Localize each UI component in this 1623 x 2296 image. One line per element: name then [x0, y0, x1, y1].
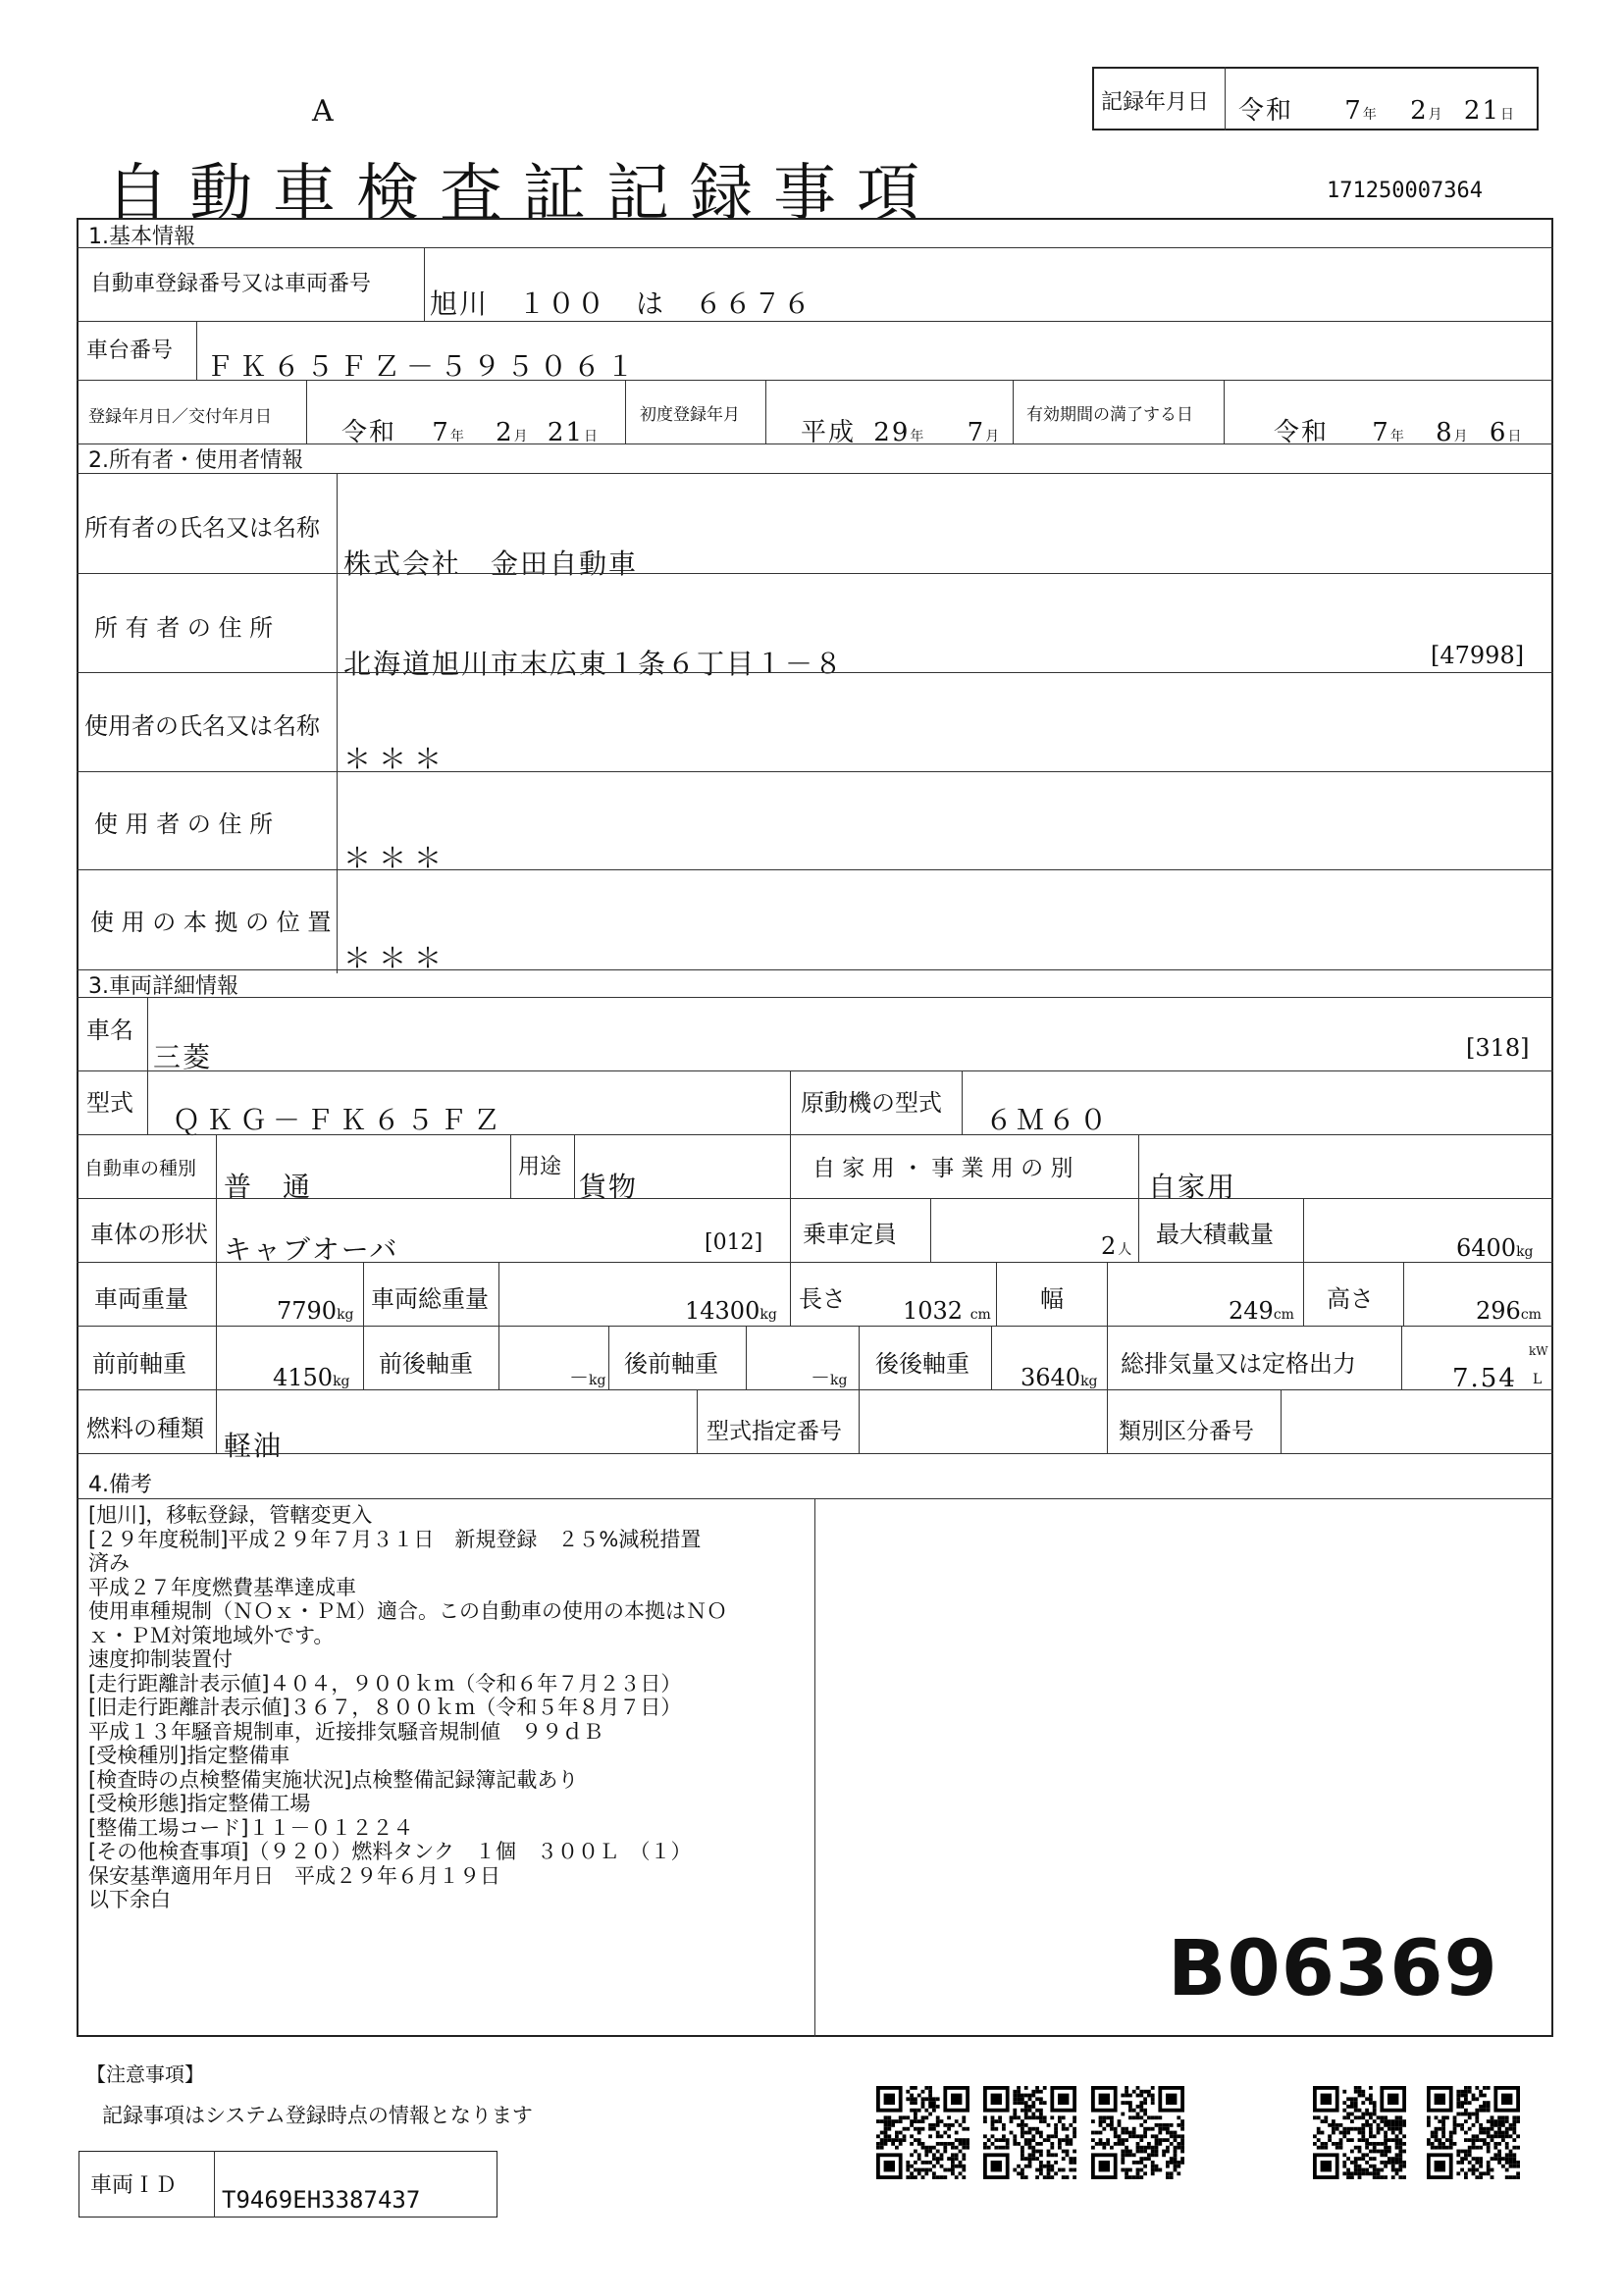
- document-title: 自動車検査証記録事項: [106, 158, 940, 231]
- fuel-label: 燃料の種類: [86, 1415, 204, 1442]
- rf-axle-label: 後前軸重: [624, 1350, 718, 1378]
- private-value: 自家用: [1148, 1171, 1237, 1203]
- height-value: 296cm: [1476, 1297, 1542, 1325]
- qr-code-3: [1091, 2086, 1184, 2179]
- gross-weight-value: 14300kg: [685, 1297, 777, 1325]
- engine-label: 原動機の型式: [801, 1089, 942, 1117]
- remarks-line: [旧走行距離計表示値]３６７，８００ｋｍ（令和５年８月７日）: [88, 1696, 682, 1719]
- unit-kw: kW: [1529, 1344, 1548, 1358]
- owner-name-label: 所有者の氏名又は名称: [84, 514, 320, 542]
- reg-no-label: 自動車登録番号又は車両番号: [90, 272, 372, 296]
- user-address-value: ＊＊＊: [343, 842, 450, 874]
- fr-axle-label: 前後軸重: [379, 1350, 473, 1378]
- qr-code-2: [983, 2086, 1076, 2179]
- user-address-label: 使 用 者 の 住 所: [94, 810, 274, 838]
- remarks-line: [走行距離計表示値]４０４，９００ｋｍ（令和６年７月２３日）: [88, 1671, 682, 1696]
- record-date-label: 記録年月日: [1101, 90, 1210, 115]
- engine-value: ６Ｍ６０: [985, 1104, 1112, 1136]
- remarks-line: [検査時の点検整備実施状況]点検整備記録簿記載あり: [88, 1767, 579, 1792]
- section-basic-title: 1.基本情報: [88, 225, 195, 249]
- owner-address-label: 所 有 者 の 住 所: [94, 614, 274, 642]
- displacement-value: 7.54: [1452, 1364, 1517, 1393]
- model-value: ＱＫＧ－ＦＫ６５ＦＺ: [173, 1104, 507, 1136]
- document-number: 171250007364: [1327, 179, 1483, 203]
- kind-label: 自動車の種別: [84, 1158, 197, 1179]
- remarks-line: [２９年度税制]平成２９年７月３１日 新規登録 ２５%減税措置: [88, 1527, 702, 1551]
- body-code: [012]: [705, 1230, 763, 1255]
- user-name-label: 使用者の氏名又は名称: [84, 712, 320, 740]
- remarks-line: 以下余白: [88, 1888, 171, 1911]
- category-label: 類別区分番号: [1119, 1419, 1254, 1444]
- use-label: 用途: [518, 1155, 562, 1179]
- record-date: 令和 7年 2月 21日: [1238, 96, 1514, 126]
- ff-axle-label: 前前軸重: [92, 1350, 186, 1378]
- expiry-label: 有効期間の満了する日: [1026, 405, 1193, 425]
- reg-date-label: 登録年月日／交付年月日: [88, 407, 272, 427]
- section-remarks-title: 4.備考: [88, 1473, 152, 1497]
- first-reg-value: 平成 29年 7月: [801, 418, 1000, 447]
- max-load-label: 最大積載量: [1156, 1221, 1274, 1248]
- owner-address-code: [47998]: [1431, 642, 1525, 669]
- vehicle-name-label: 車名: [86, 1017, 133, 1044]
- first-reg-label: 初度登録年月: [640, 405, 740, 425]
- rr-axle-value: 3640kg: [1021, 1364, 1098, 1391]
- section-owner-title: 2.所有者・使用者情報: [88, 448, 303, 473]
- capacity-label: 乗車定員: [803, 1221, 897, 1248]
- use-value: 貨物: [579, 1171, 639, 1203]
- remarks-line: [受検種別]指定整備車: [88, 1744, 290, 1767]
- qr-code-5: [1427, 2086, 1520, 2179]
- body-label: 車体の形状: [90, 1221, 208, 1248]
- ff-axle-value: 4150kg: [273, 1364, 350, 1391]
- remarks-line: 速度抑制装置付: [88, 1647, 233, 1671]
- kind-value: 普 通: [224, 1171, 313, 1203]
- remarks-line: 保安基準適用年月日 平成２９年６月１９日: [88, 1863, 500, 1888]
- vehicle-id-value: T9469EH3387437: [222, 2186, 421, 2214]
- gross-weight-label: 車両総重量: [371, 1285, 489, 1313]
- base-location-label: 使 用 の 本 拠 の 位 置: [90, 909, 332, 936]
- base-location-value: ＊＊＊: [343, 942, 450, 974]
- body-value: キャブオーバ: [224, 1233, 399, 1266]
- remarks-line: [旭川]，移転登録，管轄変更入: [88, 1503, 373, 1527]
- length-value: 1032 cm: [903, 1297, 991, 1325]
- qr-code-1: [876, 2086, 969, 2179]
- rr-axle-label: 後後軸重: [875, 1350, 969, 1378]
- reg-no-value: 旭川 １００ は ６６７６: [430, 287, 813, 320]
- remarks-line: 使用車種規制（ＮＯｘ・ＰＭ）適合。この自動車の使用の本拠はＮＯ: [88, 1599, 727, 1623]
- notice-text: 記録事項はシステム登録時点の情報となります: [102, 2104, 533, 2127]
- model-label: 型式: [86, 1089, 133, 1117]
- remarks-line: ｘ・ＰＭ対策地域外です。: [88, 1623, 335, 1647]
- owner-address-value: 北海道旭川市末広東１条６丁目１－８: [343, 648, 845, 680]
- vehicle-name-value: 三菱: [153, 1041, 213, 1073]
- width-label: 幅: [1040, 1285, 1064, 1313]
- section-vehicle-title: 3.車両詳細情報: [88, 974, 238, 999]
- type-designation-label: 型式指定番号: [707, 1419, 842, 1444]
- displacement-label: 総排気量又は定格出力: [1121, 1350, 1356, 1378]
- stamp-code: B06369: [1168, 1925, 1498, 2013]
- user-name-value: ＊＊＊: [343, 743, 450, 775]
- weight-value: 7790kg: [277, 1297, 354, 1325]
- unit-l: L: [1533, 1372, 1543, 1387]
- vehicle-name-code: [318]: [1466, 1034, 1530, 1062]
- remarks-list: [88, 1503, 814, 1912]
- rf-axle-value: －kg: [811, 1366, 848, 1389]
- document-mark: A: [312, 94, 334, 129]
- max-load-value: 6400kg: [1456, 1234, 1534, 1262]
- capacity-value: 2人: [1101, 1232, 1132, 1260]
- remarks-line: [その他検査事項]（９２０）燃料タンク １個 ３００Ｌ （１）: [88, 1840, 692, 1863]
- qr-code-4: [1313, 2086, 1406, 2179]
- chassis-value: ＦＫ６５ＦＺ－５９５０６１: [206, 350, 641, 383]
- remarks-line: 平成２７年度燃費基準達成車: [88, 1575, 356, 1599]
- fuel-value: 軽油: [224, 1430, 284, 1462]
- remarks-line: [整備工場コード]１１－０１２２４: [88, 1815, 414, 1840]
- reg-date-value: 令和 7年 2月 21日: [341, 418, 598, 447]
- fr-axle-value: －kg: [569, 1366, 606, 1389]
- chassis-label: 車台番号: [86, 339, 174, 363]
- weight-label: 車両重量: [94, 1285, 188, 1313]
- notice-title: 【注意事項】: [86, 2062, 204, 2086]
- vehicle-id-label: 車両ＩＤ: [90, 2173, 178, 2198]
- width-value: 249cm: [1229, 1297, 1294, 1325]
- private-label: 自 家 用 ・ 事 業 用 の 別: [812, 1156, 1073, 1181]
- remarks-line: 平成１３年騒音規制車，近接排気騒音規制値 ９９ｄＢ: [88, 1719, 603, 1744]
- length-label: 長さ: [799, 1285, 846, 1313]
- expiry-value: 令和 7年 8月 6日: [1274, 418, 1522, 447]
- remarks-line: [受検形態]指定整備工場: [88, 1792, 311, 1815]
- height-label: 高さ: [1327, 1285, 1374, 1313]
- owner-name-value: 株式会社 金田自動車: [343, 548, 639, 580]
- remarks-line: 済み: [88, 1551, 130, 1575]
